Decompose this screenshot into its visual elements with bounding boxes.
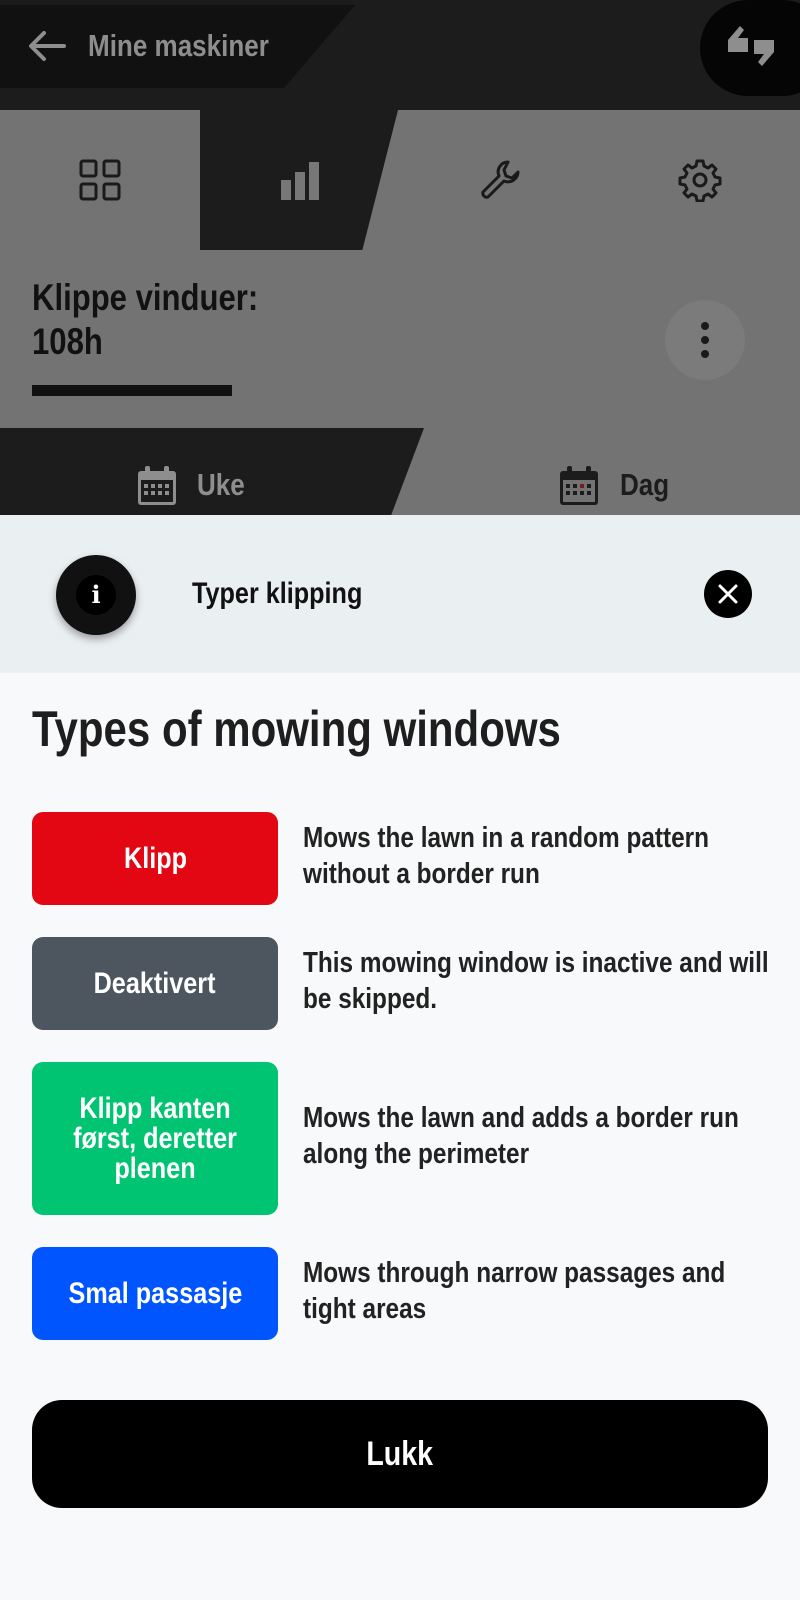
type-description: Mows the lawn in a random pattern without a border run [303, 822, 710, 890]
calendar-icon[interactable] [136, 465, 178, 507]
type-description: Mows the lawn and adds a border run along the perimeter [303, 1102, 739, 1170]
close-icon[interactable] [716, 582, 740, 606]
type-chip-edge-first: Klipp kanten først, deretter plenen [32, 1062, 278, 1215]
type-chip-deaktivert: Deaktivert [32, 937, 278, 1030]
info-icon: i [56, 555, 136, 635]
close-button[interactable] [704, 570, 752, 618]
arrow-left-icon[interactable] [28, 30, 66, 62]
sheet-header-title: Typer klipping [192, 577, 363, 610]
more-options-button[interactable] [665, 300, 745, 380]
calendar-day-icon[interactable] [558, 465, 600, 507]
type-chip-smal-passasje: Smal passasje [32, 1247, 278, 1340]
bar-chart-icon[interactable] [278, 158, 322, 202]
gear-icon[interactable] [678, 158, 722, 202]
tab-day-label[interactable]: Dag [620, 467, 670, 502]
back-label[interactable]: Mine maskiner [88, 28, 269, 63]
dashboard-grid-icon[interactable] [78, 158, 122, 202]
tab-week-label[interactable]: Uke [197, 467, 245, 502]
mowing-types-sheet [0, 515, 800, 1600]
quote-feedback-icon[interactable] [726, 22, 776, 70]
mowing-progress-bar [32, 385, 232, 396]
type-description: This mowing window is inactive and will be skipped. [303, 947, 769, 1015]
app-background [0, 0, 800, 515]
sheet-header [0, 515, 800, 673]
type-chip-klipp: Klipp [32, 812, 278, 905]
lukk-button[interactable]: Lukk [32, 1400, 768, 1508]
wrench-icon[interactable] [478, 158, 522, 202]
content-title: Types of mowing windows [32, 701, 561, 757]
mowing-window-summary: Klippe vinduer: 108h [32, 277, 259, 362]
type-description: Mows through narrow passages and tight areas [303, 1257, 726, 1325]
